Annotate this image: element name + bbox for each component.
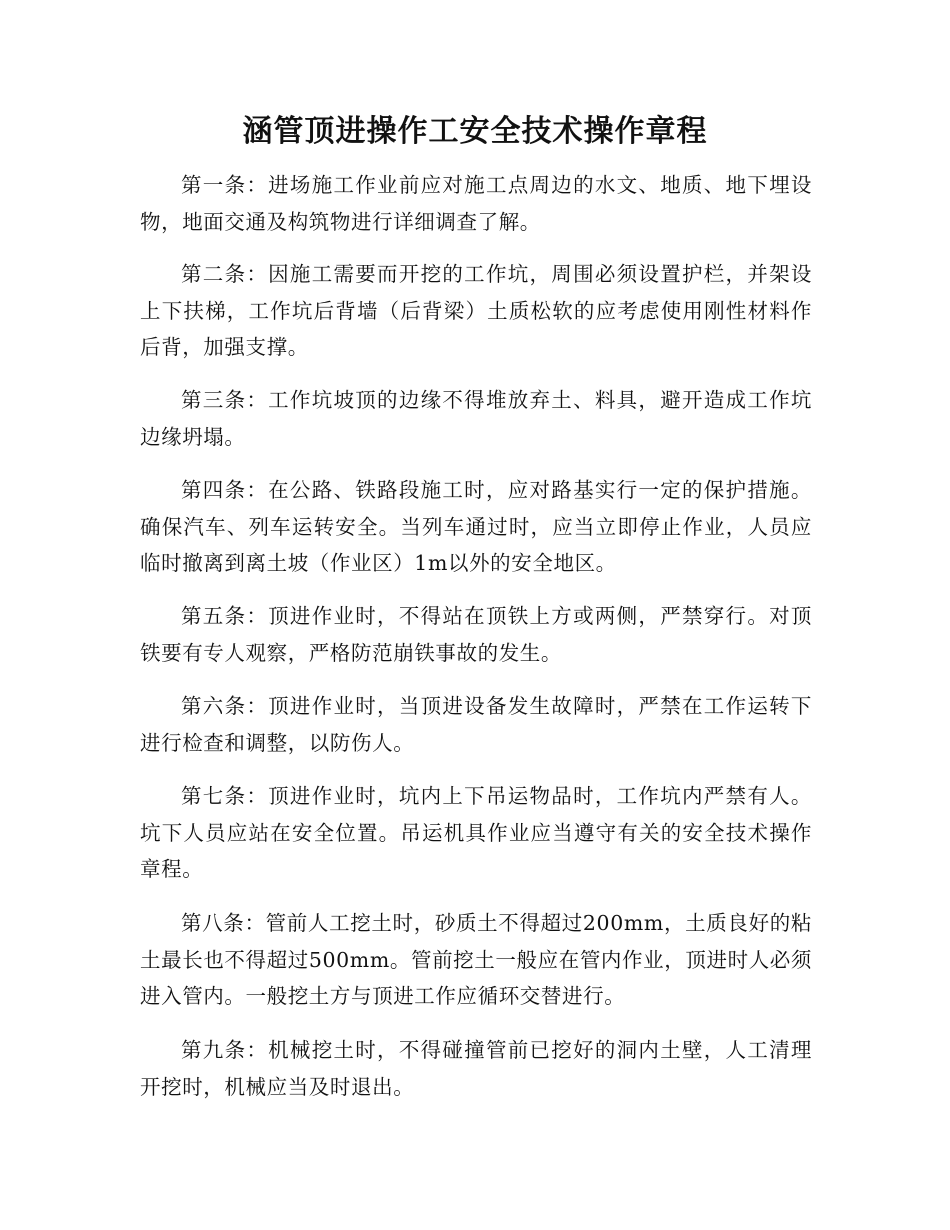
article-3: 第三条：工作坑坡顶的边缘不得堆放弃土、料具，避开造成工作坑边缘坍塌。	[140, 388, 812, 449]
article-4: 第四条：在公路、铁路段施工时，应对路基实行一定的保护措施。确保汽车、列车运转安全。当列车通过时，应当立即停止作业，人员应临时撤离到离土坡（作业区）1m以外的安全地区。	[140, 478, 812, 575]
article-8: 第八条：管前人工挖土时，砂质土不得超过200mm，土质良好的粘土最长也不得超过500mm。管前挖土一般应在管内作业，顶进时人必须进入管内。一般挖土方与顶进工作应循环交替进行。	[140, 911, 812, 1008]
article-7: 第七条：顶进作业时，坑内上下吊运物品时，工作坑内严禁有人。坑下人员应站在安全位置。吊运机具作业应当遵守有关的安全技术操作章程。	[140, 784, 812, 881]
article-9: 第九条：机械挖土时，不得碰撞管前已挖好的洞内土壁，人工清理开挖时，机械应当及时退出。	[140, 1038, 812, 1099]
article-6: 第六条：顶进作业时，当顶进设备发生故障时，严禁在工作运转下进行检查和调整，以防伤人。	[140, 694, 812, 755]
document-title: 涵管顶进操作工安全技术操作章程	[242, 114, 708, 149]
article-1: 第一条：进场施工作业前应对施工点周边的水文、地质、地下埋设物，地面交通及构筑物进行详细调查了解。	[140, 173, 812, 234]
article-5: 第五条：顶进作业时，不得站在顶铁上方或两侧，严禁穿行。对顶铁要有专人观察，严格防范崩铁事故的发生。	[140, 604, 812, 665]
article-2: 第二条：因施工需要而开挖的工作坑，周围必须设置护栏，并架设上下扶梯，工作坑后背墙（后背梁）土质松软的应考虑使用刚性材料作后背，加强支撑。	[140, 262, 812, 359]
